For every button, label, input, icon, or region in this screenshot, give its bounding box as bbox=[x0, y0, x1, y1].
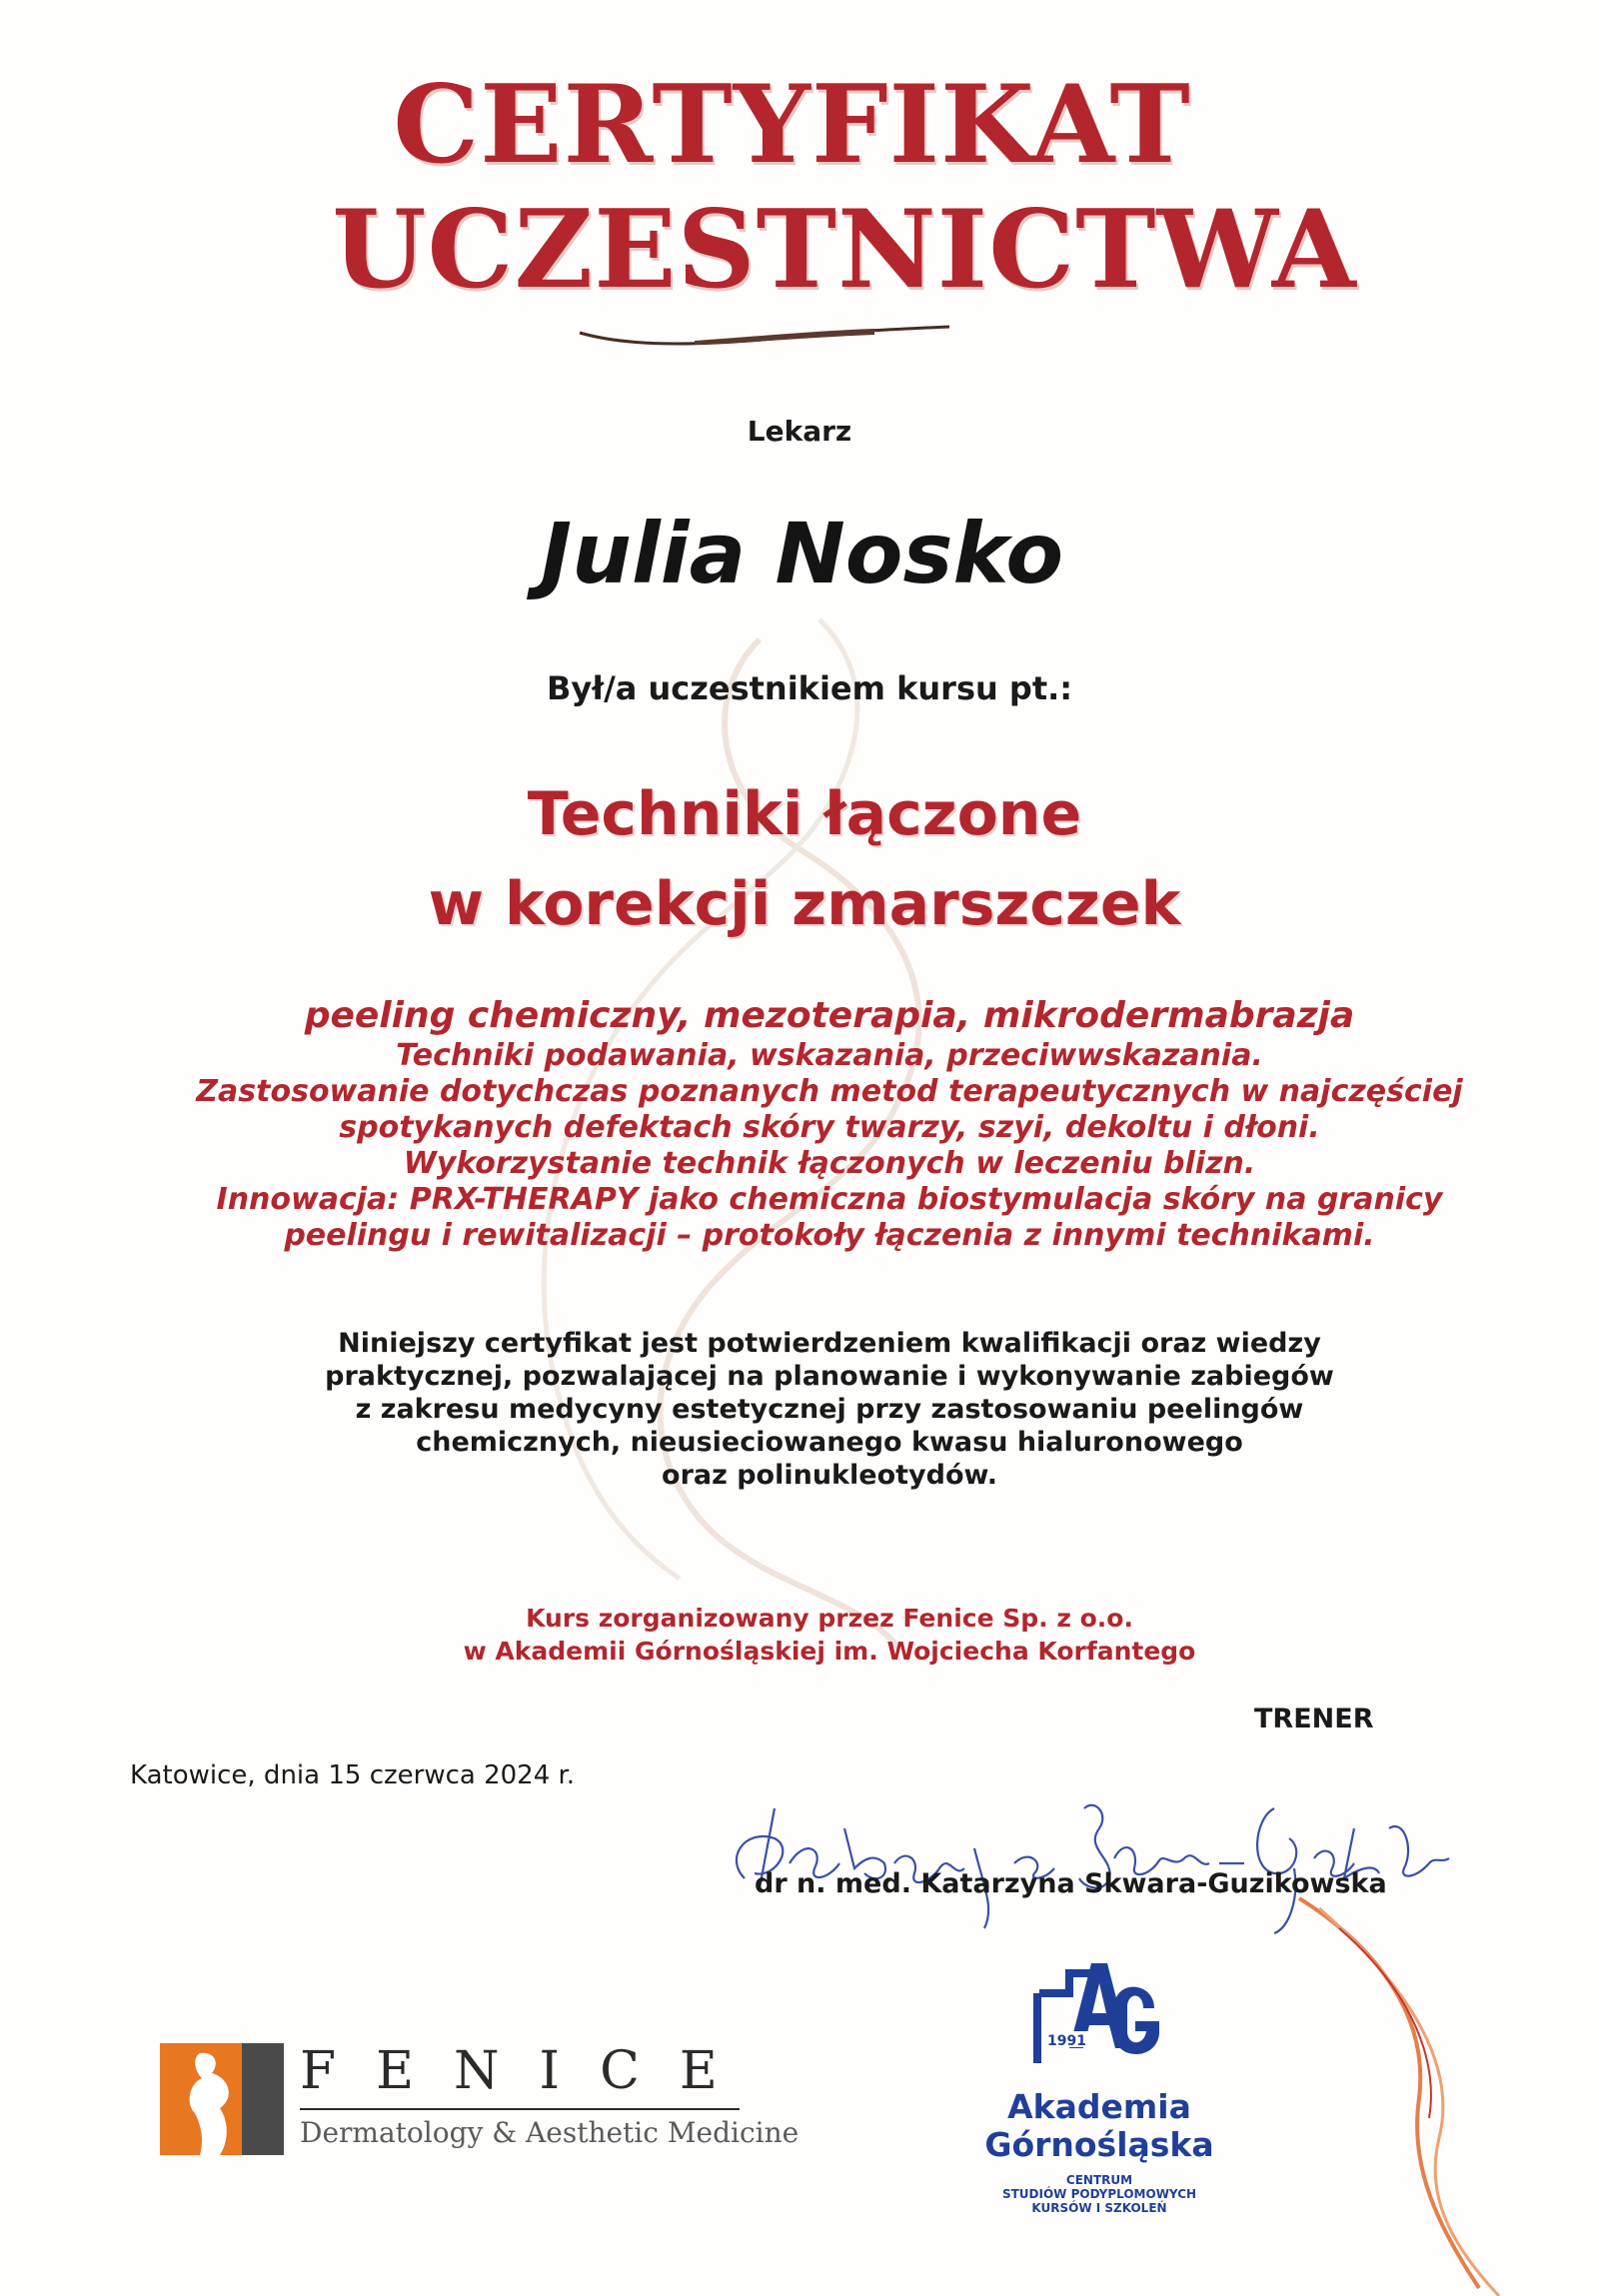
statement-line: oraz polinukleotydów. bbox=[662, 1460, 997, 1491]
topics-line: Zastosowanie dotychczas poznanych metod terapeutycznych w najczęściej bbox=[196, 1074, 1463, 1109]
trainer-signature bbox=[715, 1768, 1454, 1938]
trainer-name: dr n. med. Katarzyna Skwara-Guzikowska bbox=[755, 1868, 1387, 1899]
ag-name-line2: Górnośląska bbox=[984, 2125, 1214, 2164]
course-intro: Był/a uczestnikiem kursu pt.: bbox=[546, 669, 1073, 707]
statement-line: chemicznych, nieusieciowanego kwasu hialuronowego bbox=[416, 1427, 1243, 1458]
topics-line: peelingu i rewitalizacji – protokoły łączenia z innymi technikami. bbox=[284, 1218, 1375, 1253]
trainer-label: TRENER bbox=[1254, 1704, 1374, 1734]
topics-lead: peeling chemiczny, mezoterapia, mikrodermabrazja bbox=[304, 995, 1355, 1036]
course-title-line1: Techniki łączone bbox=[527, 779, 1082, 849]
fenice-subtitle: Dermatology & Aesthetic Medicine bbox=[300, 2116, 800, 2149]
topics-line: Techniki podawania, wskazania, przeciwwskazania. bbox=[396, 1038, 1263, 1073]
fenice-wordmark: FENICE bbox=[300, 2041, 758, 2101]
place-and-date: Katowice, dnia 15 czerwca 2024 r. bbox=[130, 1760, 576, 1790]
statement-line: praktycznej, pozwalającej na planowanie i wykonywanie zabiegów bbox=[325, 1361, 1334, 1392]
organizer-line2: w Akademii Górnośląskiej im. Wojciecha Korfantego bbox=[463, 1637, 1196, 1666]
course-topics bbox=[150, 994, 1509, 1254]
topics-line: spotykanych defektach skóry twarzy, szyi, dekoltu i dłoni. bbox=[339, 1110, 1320, 1145]
ag-sub-line3: KURSÓW I SZKOLEŃ bbox=[1031, 2201, 1167, 2215]
topics-line: Innowacja: PRX-THERAPY jako chemiczna biostymulacja skóry na granicy bbox=[216, 1182, 1443, 1217]
certificate-statement bbox=[250, 1327, 1409, 1492]
organizer-line1: Kurs zorganizowany przez Fenice Sp. z o.o. bbox=[526, 1604, 1133, 1633]
ag-subtitle bbox=[929, 2173, 1269, 2215]
statement-line: z zakresu medycyny estetycznej przy zastosowaniu peelingów bbox=[355, 1394, 1304, 1425]
statement-line: Niniejszy certyfikat jest potwierdzeniem kwalifikacji oraz wiedzy bbox=[338, 1328, 1321, 1359]
fenice-divider bbox=[300, 2108, 740, 2110]
decorative-swash bbox=[575, 315, 954, 355]
ag-year: 1991 bbox=[1047, 2033, 1086, 2049]
course-title-line2: w korekcji zmarszczek bbox=[428, 869, 1181, 939]
fenice-logo-mark bbox=[160, 2043, 284, 2155]
ag-name bbox=[929, 2088, 1269, 2164]
ag-sub-line2: STUDIÓW PODYPLOMOWYCH bbox=[1001, 2187, 1197, 2201]
certificate-title-line2: UCZESTNICTWA bbox=[332, 187, 1357, 313]
participant-name: Julia Nosko bbox=[540, 505, 1064, 602]
akademia-gornoslaska-logo bbox=[1029, 1953, 1169, 2073]
topics-line: Wykorzystanie technik łączonych w leczeniu blizn. bbox=[403, 1146, 1256, 1181]
organizer-info bbox=[300, 1602, 1359, 1668]
participant-role: Lekarz bbox=[747, 415, 852, 448]
ag-sub-line1: CENTRUM bbox=[1065, 2173, 1133, 2187]
certificate-title-line1: CERTYFIKAT bbox=[393, 62, 1191, 188]
ag-name-line1: Akademia bbox=[1007, 2087, 1191, 2126]
